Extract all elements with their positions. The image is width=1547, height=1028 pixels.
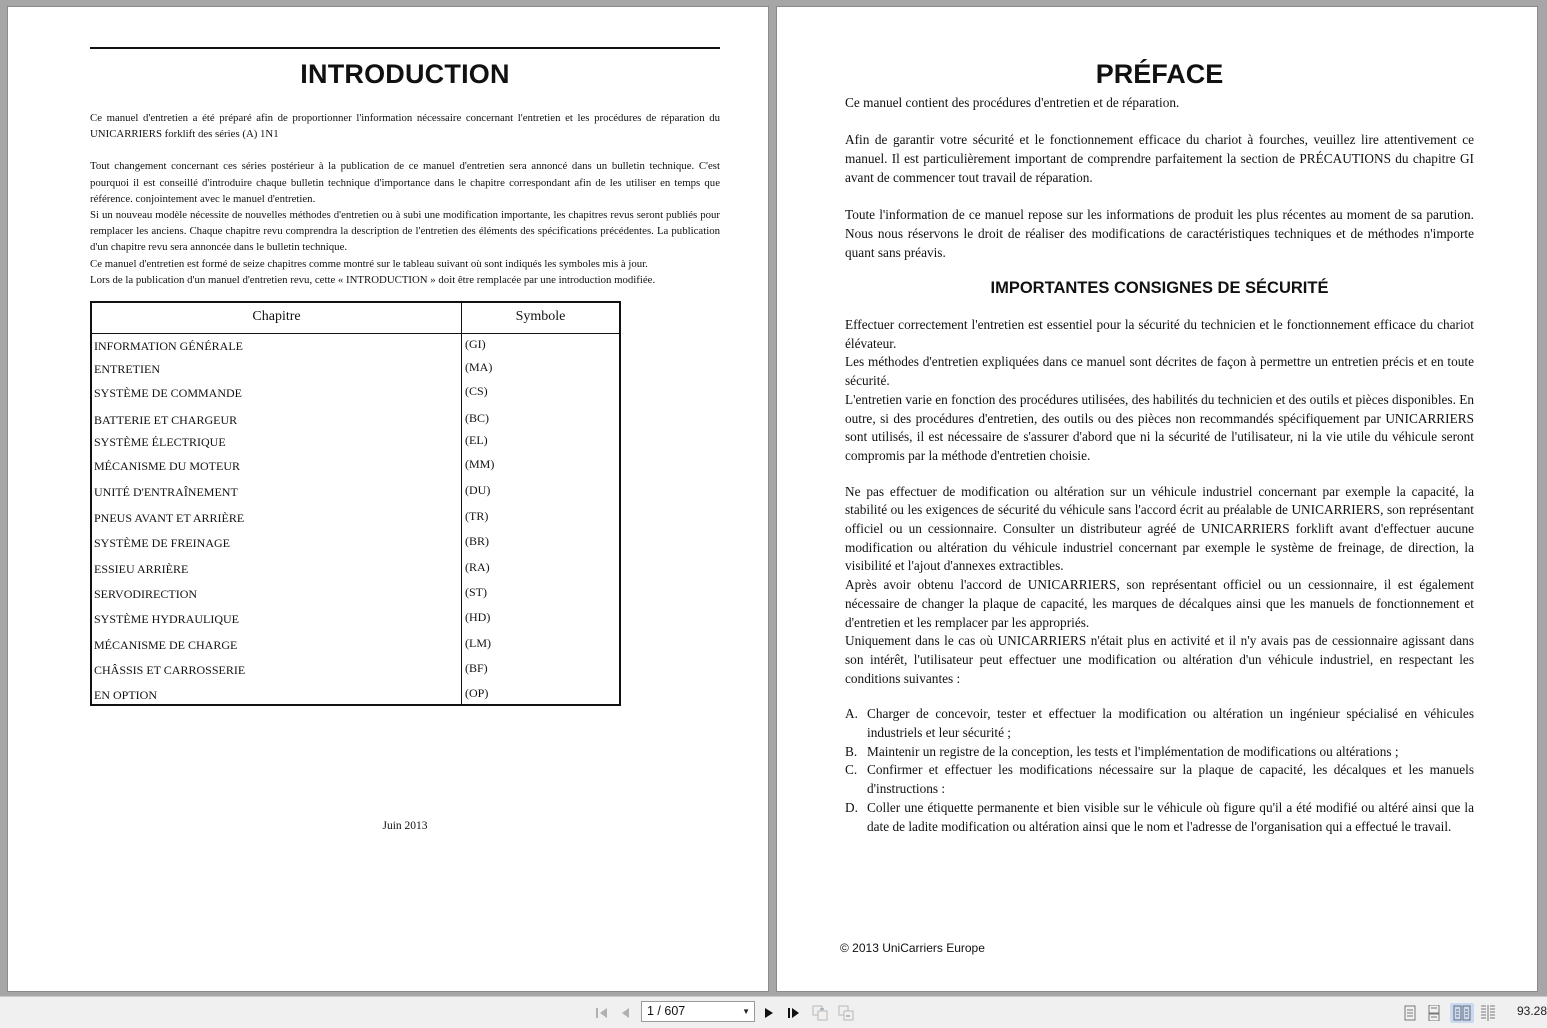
publication-date: Juin 2013 xyxy=(382,820,428,832)
table-row xyxy=(92,587,619,607)
chapter-symbol: (BC) xyxy=(465,411,489,425)
chapter-name: MÉCANISME DE CHARGE xyxy=(94,638,238,652)
table-row xyxy=(92,511,619,531)
chapter-symbol: (LM) xyxy=(465,636,491,650)
chapters-table xyxy=(90,301,621,706)
page-preface xyxy=(776,6,1538,992)
chapter-symbol: (EL) xyxy=(465,433,488,447)
intro-paragraph: Lors de la publication d'un manuel d'entretien revu, cette « INTRODUCTION » doit être remplacée par une introduction modifiée. xyxy=(90,273,656,286)
item-text: Maintenir un registre de la conception, les tests et l'implémentation de modifications ou altérations ; xyxy=(867,743,1399,759)
item-label: D. xyxy=(845,799,858,815)
chapter-symbol: (DU) xyxy=(465,483,491,497)
chapter-symbol: (BF) xyxy=(465,661,488,675)
intro-paragraph: Si un nouveau modèle nécessite de nouvelles méthodes d'entretien ou à subi une modification importante, les chapitres revus seront publiés pour remplacer les anciens. Chaque chapitre revu comprendra la description de l'entretien des éléments des spécifications précédentes. La publication d'un chapitre revu sera annoncée dans le bulletin technique. xyxy=(90,209,720,254)
preface-paragraph: Ce manuel contient des procédures d'entretien et de réparation. xyxy=(845,95,1180,110)
chapter-name: PNEUS AVANT ET ARRIÈRE xyxy=(94,511,245,525)
first-page-icon[interactable] xyxy=(593,1003,611,1023)
section-heading: IMPORTANTES CONSIGNES DE SÉCURITÉ xyxy=(990,279,1329,297)
list-item xyxy=(845,761,1474,798)
chapter-symbol: (CS) xyxy=(465,384,488,398)
facing-pages-icon[interactable] xyxy=(1450,1003,1474,1023)
chapter-symbol: (BR) xyxy=(465,534,489,548)
table-row xyxy=(92,536,619,556)
page-title: INTRODUCTION xyxy=(300,59,510,89)
previous-view-icon[interactable] xyxy=(810,1003,830,1023)
list-item xyxy=(845,799,1474,836)
safety-paragraph: Les méthodes d'entretien expliquées dans ce manuel sont décrites de façon à permettre un entretien précis et en toute sécurité. xyxy=(845,354,1474,389)
preface-text xyxy=(845,94,1474,262)
chapter-name: INFORMATION GÉNÉRALE xyxy=(94,339,243,353)
page-title: PRÉFACE xyxy=(1095,59,1224,89)
table-row xyxy=(92,562,619,582)
table-row xyxy=(92,459,619,479)
chapter-symbol: (MA) xyxy=(465,360,493,374)
table-row xyxy=(92,386,619,406)
table-header xyxy=(92,303,619,334)
preface-paragraph: Afin de garantir votre sécurité et le fonctionnement efficace du chariot à fourches, veuillez lire attentivement ce manuel. Il est particulièrement important de comprendre parfaitement la section de PRÉCAUTIONS du chapitre GI avant de commencer tout travail de réparation. xyxy=(845,132,1474,185)
intro-paragraph: Tout changement concernant ces séries postérieur à la publication de ce manuel d'entretien sera annoncé dans un bulletin technique. C'est pourquoi il est conseillé d'introduire chaque bulletin technique d'importance dans le chapitre correspondant afin de les utiliser en temps que référence. conjointement avec le manuel d'entretien. xyxy=(90,160,720,205)
table-row xyxy=(92,638,619,658)
table-row xyxy=(92,413,619,433)
list-item xyxy=(845,743,1474,762)
chapter-symbol: (GI) xyxy=(465,337,486,351)
header-symbole: Symbole xyxy=(515,309,566,324)
intro-text xyxy=(90,110,720,288)
chapter-symbol: (RA) xyxy=(465,560,490,574)
zoom-level[interactable]: 93.28 xyxy=(1517,1004,1547,1018)
table-row xyxy=(92,435,619,455)
header-rule xyxy=(90,47,720,49)
last-page-icon[interactable] xyxy=(785,1003,803,1023)
table-row xyxy=(92,485,619,505)
table-row xyxy=(92,362,619,382)
safety-text xyxy=(845,316,1474,836)
list-item xyxy=(845,705,1474,742)
chapter-name: SYSTÈME HYDRAULIQUE xyxy=(94,612,239,626)
page-introduction xyxy=(7,6,769,992)
chapter-name: BATTERIE ET CHARGEUR xyxy=(94,413,238,427)
item-label: A. xyxy=(845,706,858,722)
chapter-symbol: (OP) xyxy=(465,686,489,700)
safety-paragraph: Uniquement dans le cas où UNICARRIERS n'était plus en activité et il n'y avais pas de cessionnaire agissant dans son intérêt, l'utilisateur peut effectuer une modification ou altération d'un véhicule industriel, en respectant les conditions suivantes : xyxy=(845,633,1474,686)
chapter-name: SERVODIRECTION xyxy=(94,587,198,601)
chapter-name: MÉCANISME DU MOTEUR xyxy=(94,459,241,473)
next-page-icon[interactable] xyxy=(761,1003,777,1023)
page-number-input[interactable] xyxy=(641,1001,755,1022)
continuous-page-icon[interactable] xyxy=(1425,1003,1443,1023)
copyright-notice: © 2013 UniCarriers Europe xyxy=(840,941,985,955)
item-text: Coller une étiquette permanente et bien visible sur le véhicule où figure qu'il a été modifié ou altéré ainsi que la date de ladite modification ou altération ainsi que le nom et l'adresse de l'organisation qui a effectué le travail. xyxy=(867,799,1474,834)
intro-paragraph: Ce manuel d'entretien est formé de seize chapitres comme montré sur le tableau suivant où sont indiqués les symboles mis à jour. xyxy=(90,257,648,270)
chapter-name: ENTRETIEN xyxy=(94,362,160,376)
safety-paragraph: Ne pas effectuer de modification ou altération sur un véhicule industriel concernant par exemple la capacité, la stabilité ou les exigences de sécurité du véhicule sans l'accord écrit au préalable de UNICARRIERS, son représentant officiel ou un cessionnaire. Consulter un distributeur agréé de UNICARRIERS forklift avant d'effectuer aucune modification ou altération du véhicule industriel concernant par exemple le système de freinage, de direction, la visibilité et l'ajout d'annexes extractibles. xyxy=(845,483,1474,574)
item-text: Confirmer et effectuer les modifications nécessaire sur la plaque de capacité, les décalques et les manuels d'instructions : xyxy=(867,762,1474,797)
conditions-list xyxy=(845,705,1474,836)
chapter-symbol: (ST) xyxy=(465,585,487,599)
chapter-symbol: (MM) xyxy=(465,457,495,471)
chapter-name: ESSIEU ARRIÈRE xyxy=(94,562,189,576)
preface-paragraph: Toute l'information de ce manuel repose sur les informations de produit les plus récentes au moment de sa parution. Nous nous réservons le droit de réaliser des modifications de caractéristiques techniques et de méthodes n'importe quant sans préavis. xyxy=(845,207,1474,260)
chapter-symbol: (HD) xyxy=(465,610,491,624)
item-label: B. xyxy=(845,743,858,759)
chapter-name: EN OPTION xyxy=(94,688,157,702)
previous-page-icon[interactable] xyxy=(617,1003,633,1023)
chapter-name: SYSTÈME DE COMMANDE xyxy=(94,386,243,400)
header-chapitre: Chapitre xyxy=(252,309,301,324)
continuous-facing-icon[interactable] xyxy=(1478,1003,1498,1023)
single-page-icon[interactable] xyxy=(1401,1003,1419,1023)
viewer-toolbar xyxy=(0,996,1547,1028)
next-view-icon[interactable] xyxy=(836,1003,856,1023)
table-row xyxy=(92,339,619,359)
intro-paragraph: Ce manuel d'entretien a été préparé afin de proportionner l'information nécessaire concernant l'entretien et les procédures de réparation du UNICARRIERS forklift des séries (A) 1N1 xyxy=(90,112,720,141)
item-label: C. xyxy=(845,762,858,778)
chapter-name: SYSTÈME ÉLECTRIQUE xyxy=(94,435,226,449)
item-text: Charger de concevoir, tester et effectuer la modification ou altération un ingénieur spécialisé en véhicules industriels et leur sécurité ; xyxy=(867,706,1474,741)
chevron-down-icon[interactable]: ▼ xyxy=(742,1007,750,1016)
chapter-name: UNITÉ D'ENTRAÎNEMENT xyxy=(94,485,238,499)
table-row xyxy=(92,663,619,683)
table-row xyxy=(92,688,619,708)
chapter-name: CHÂSSIS ET CARROSSERIE xyxy=(94,663,246,677)
safety-paragraph: Après avoir obtenu l'accord de UNICARRIERS, son représentant officiel ou un cessionnaire, il est également nécessaire de changer la plaque de capacité, les marques de décalques ainsi que les manuels de fonctionnement et d'entretien et les remplacer par les appropriés. xyxy=(845,577,1474,630)
page-number-value: 1 / 607 xyxy=(647,1004,686,1018)
chapter-name: SYSTÈME DE FREINAGE xyxy=(94,536,231,550)
chapter-symbol: (TR) xyxy=(465,509,489,523)
safety-paragraph: L'entretien varie en fonction des procédures utilisées, des habilités du technicien et des outils et pièces disponibles. En outre, si des procédures d'entretien, des outils ou des pièces non recommandés spécifiquement par UNICARRIERS sont utilisés, il est nécessaire de s'assurer d'abord que ni la sécurité de l'utilisateur, ni la vie utile du véhicule seront compromis par la méthode d'entretien choisie. xyxy=(845,391,1475,463)
table-row xyxy=(92,612,619,632)
safety-paragraph: Effectuer correctement l'entretien est essentiel pour la sécurité du technicien et le fonctionnement efficace du chariot élévateur. xyxy=(845,317,1474,351)
